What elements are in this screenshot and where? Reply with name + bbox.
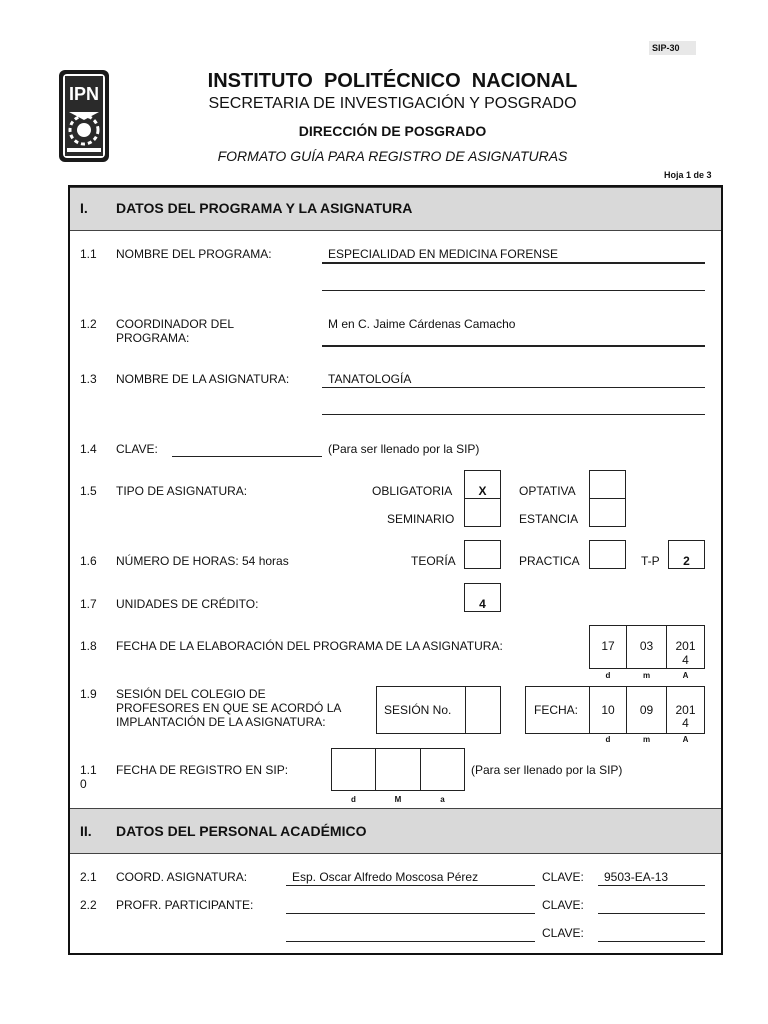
session-number-input[interactable] bbox=[465, 686, 501, 734]
session-month: 09 bbox=[639, 703, 654, 717]
item-1-10-number-2: 0 bbox=[80, 777, 87, 791]
extra-clave-label: CLAVE: bbox=[542, 926, 584, 940]
logo-text: IPN bbox=[68, 84, 100, 104]
optativa-checkbox[interactable] bbox=[589, 470, 626, 499]
session-label-3: IMPLANTACIÓN DE LA ASIGNATURA: bbox=[116, 715, 326, 729]
extra-clave-line[interactable] bbox=[598, 941, 705, 942]
participant-clave-line[interactable] bbox=[598, 913, 705, 914]
optativa-label: OPTATIVA bbox=[519, 484, 576, 498]
section-1-title: DATOS DEL PROGRAMA Y LA ASIGNATURA bbox=[116, 200, 413, 216]
type-label: TIPO DE ASIGNATURA: bbox=[116, 484, 248, 498]
program-line-1 bbox=[322, 262, 705, 264]
teoria-box[interactable] bbox=[464, 540, 501, 569]
obligatoria-mark: X bbox=[478, 484, 487, 498]
item-1-7-number: 1.7 bbox=[80, 597, 97, 611]
obligatoria-label: OBLIGATORIA bbox=[372, 484, 453, 498]
session-m-caption: m bbox=[642, 735, 651, 744]
session-d-caption: d bbox=[605, 735, 611, 744]
item-1-10-number-1: 1.1 bbox=[80, 763, 97, 777]
session-year-1: 201 bbox=[675, 703, 696, 717]
key-input-line[interactable] bbox=[172, 456, 322, 457]
seminario-label: SEMINARIO bbox=[387, 512, 455, 526]
section-2-title: DATOS DEL PERSONAL ACADÉMICO bbox=[116, 823, 367, 839]
form-code: SIP-30 bbox=[652, 43, 680, 53]
item-1-1-number: 1.1 bbox=[80, 247, 97, 261]
elaboration-month: 03 bbox=[639, 639, 654, 653]
coord-clave-value[interactable]: 9503-EA-13 bbox=[604, 870, 669, 884]
key-label: CLAVE: bbox=[116, 442, 158, 456]
credits-label: UNIDADES DE CRÉDITO: bbox=[116, 597, 259, 611]
direction-title: DIRECCIÓN DE POSGRADO bbox=[298, 123, 487, 139]
elaboration-day: 17 bbox=[601, 639, 615, 653]
subject-label: NOMBRE DE LA ASIGNATURA: bbox=[116, 372, 290, 386]
form-title: FORMATO GUÍA PARA REGISTRO DE ASIGNATURAS bbox=[217, 148, 568, 164]
coordinator-value[interactable]: M en C. Jaime Cárdenas Camacho bbox=[328, 317, 516, 331]
item-2-2-number: 2.2 bbox=[80, 898, 97, 912]
item-1-2-number: 1.2 bbox=[80, 317, 97, 331]
registration-a-caption: a bbox=[440, 795, 445, 804]
session-label-1: SESIÓN DEL COLEGIO DE bbox=[116, 687, 266, 701]
item-2-1-number: 2.1 bbox=[80, 870, 97, 884]
section-2-number: II. bbox=[80, 823, 92, 839]
elaboration-label: FECHA DE LA ELABORACIÓN DEL PROGRAMA DE LA ASIGNATURA: bbox=[116, 639, 503, 653]
estancia-checkbox[interactable] bbox=[589, 498, 626, 527]
coordinator-line bbox=[322, 345, 705, 347]
tp-label: T-P bbox=[641, 554, 660, 568]
session-day: 10 bbox=[601, 703, 615, 717]
session-fecha-label: FECHA: bbox=[534, 703, 579, 717]
registration-d-caption: d bbox=[351, 795, 356, 804]
subject-line-2 bbox=[322, 414, 705, 415]
section-1-header bbox=[70, 187, 721, 231]
elaboration-year-1: 201 bbox=[675, 639, 696, 653]
item-1-6-number: 1.6 bbox=[80, 554, 97, 568]
coord-line bbox=[286, 885, 535, 886]
ipn-logo-icon bbox=[55, 68, 113, 164]
subject-value[interactable]: TANATOLOGÍA bbox=[328, 372, 412, 386]
coord-clave-label: CLAVE: bbox=[542, 870, 584, 884]
item-1-9-number: 1.9 bbox=[80, 687, 97, 701]
participant-line[interactable] bbox=[286, 913, 535, 914]
institution-title: INSTITUTO POLITÉCNICO NACIONAL bbox=[207, 70, 578, 92]
session-a-caption: A bbox=[682, 735, 689, 744]
practica-box[interactable] bbox=[589, 540, 626, 569]
item-1-5-number: 1.5 bbox=[80, 484, 97, 498]
key-note: (Para ser llenado por la SIP) bbox=[328, 442, 480, 456]
item-1-8-number: 1.8 bbox=[80, 639, 97, 653]
coordinator-label-1: COORDINADOR DEL bbox=[116, 317, 235, 331]
secretariat-title: SECRETARIA DE INVESTIGACIÓN Y POSGRADO bbox=[208, 95, 577, 112]
registration-note: (Para ser llenado por la SIP) bbox=[471, 763, 623, 777]
hours-label: NÚMERO DE HORAS: 54 horas bbox=[116, 554, 289, 568]
session-year-2: 4 bbox=[682, 716, 689, 730]
registration-m-caption: M bbox=[394, 795, 402, 804]
extra-participant-line[interactable] bbox=[286, 941, 535, 942]
elaboration-a-caption: A bbox=[682, 671, 689, 680]
session-label-2: PROFESORES EN QUE SE ACORDÓ LA bbox=[116, 701, 342, 715]
item-1-3-number: 1.3 bbox=[80, 372, 97, 386]
program-line-2 bbox=[322, 290, 705, 291]
practica-label: PRACTICA bbox=[519, 554, 580, 568]
registration-day-box[interactable] bbox=[331, 748, 376, 791]
seminario-checkbox[interactable] bbox=[464, 498, 501, 527]
coordinator-label-2: PROGRAMA: bbox=[116, 331, 190, 345]
credits-value: 4 bbox=[479, 597, 486, 611]
participant-label: PROFR. PARTICIPANTE: bbox=[116, 898, 254, 912]
elaboration-m-caption: m bbox=[642, 671, 651, 680]
coord-clave-line bbox=[598, 885, 705, 886]
registration-month-box[interactable] bbox=[375, 748, 421, 791]
session-number-label: SESIÓN No. bbox=[384, 703, 452, 717]
registration-year-box[interactable] bbox=[420, 748, 465, 791]
program-value[interactable]: ESPECIALIDAD EN MEDICINA FORENSE bbox=[328, 247, 559, 261]
subject-line-1 bbox=[322, 387, 705, 388]
page-info: Hoja 1 de 3 bbox=[664, 170, 712, 180]
tp-value: 2 bbox=[683, 554, 690, 568]
section-1-number: I. bbox=[80, 200, 88, 216]
program-label: NOMBRE DEL PROGRAMA: bbox=[116, 247, 272, 261]
estancia-label: ESTANCIA bbox=[519, 512, 579, 526]
section-2-header bbox=[70, 808, 721, 854]
elaboration-d-caption: d bbox=[605, 671, 611, 680]
participant-clave-label: CLAVE: bbox=[542, 898, 584, 912]
coord-value[interactable]: Esp. Oscar Alfredo Moscosa Pérez bbox=[292, 870, 479, 884]
elaboration-year-2: 4 bbox=[682, 653, 689, 667]
item-1-4-number: 1.4 bbox=[80, 442, 97, 456]
teoria-label: TEORÍA bbox=[411, 554, 456, 568]
registration-label: FECHA DE REGISTRO EN SIP: bbox=[116, 763, 289, 777]
coord-label: COORD. ASIGNATURA: bbox=[116, 870, 248, 884]
